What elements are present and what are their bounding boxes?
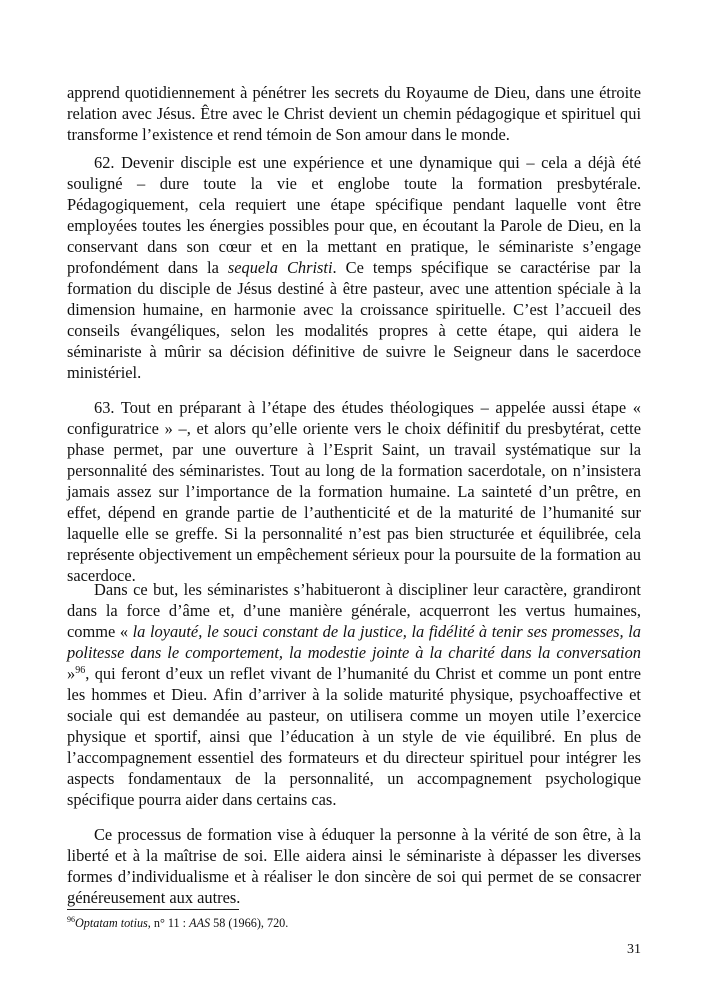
footnote [67,916,641,931]
page-number: 31 [627,942,641,957]
paragraph-63-text: 63. Tout en préparant à l’étape des études théologiques – appelée aussi étape « configuratrice » –, et alors qu’elle oriente vers le choix définitif du presbytérat, cette phase permet, par une ouverture à l’Esprit Saint, un travail systématique sur la personnalité des séminaristes. Tout au long de la formation sacerdotale, on n’insistera jamais assez sur l’importance de la formation humaine. La sainteté d’un prêtre, en effet, dépend en grande partie de l’authenticité et de la maturité de l’humanité sur laquelle elle se greffe. Si la personnalité n’est pas bien structurée et équilibrée, cela représente objectivement un empêchement sérieux pour la poursuite de la formation au sacerdoce. [67,398,641,585]
paragraph-63 [67,397,641,586]
paragraph-dans-ce-but-quotation: la loyauté, le souci constant de la justice, la fidélité à tenir ses promesses, la politesse dans le comportement, la modestie jointe à la charité dans la conversation [67,622,641,662]
footnote-middle-text: , n° 11 : [147,916,190,930]
footnote-end-text: 58 (1966), 720. [210,916,289,930]
paragraph-dans-ce-but [67,579,641,810]
footnote-source: AAS [189,916,211,930]
paragraph-continuation-text: apprend quotidiennement à pénétrer les secrets du Royaume de Dieu, dans une étroite relation avec Jésus. Être avec le Christ devient un chemin pédagogique et spirituel qui transforme l’existence et rend témoin de Son amour dans le monde. [67,83,641,144]
footnote-reference[interactable]: 96 [75,665,86,676]
paragraph-62-italic-term: sequela Christi [227,258,333,277]
footnote-number: 96 [67,915,75,924]
paragraph-continuation [67,82,641,145]
paragraph-dans-ce-but-text-after: , qui feront d’eux un reflet vivant de l’humanité du Christ et comme un pont entre les hommes et Dieu. Afin d’arriver à la solide maturité physique, psychoaffective et sociale qui est demandée au pasteur, on utilisera comme un moyen utile l’exercice physique et sportif, ainsi que l’éducation à un style de vie équilibré. En plus de l’accompagnement essentiel des formateurs et du directeur spirituel pour intégrer les aspects fondamentaux de la personnalité, un accompagnement psychologique spécifique pourra aider dans certains cas. [67,664,641,809]
paragraph-62-text-before: 62. Devenir disciple est une expérience et une dynamique qui – cela a déjà été souligné – dure toute la vie et englobe toute la formation presbytérale. Pédagogiquement, cela requiert une étape spécifique pendant laquelle vont être employées toutes les énergies possibles pour que, en écoutant la Parole de Dieu, en la conservant dans son cœur et en la mettant en pratique, le séminariste s’engage profondément dans la [67,153,641,277]
footnote-title: Optatam totius [75,916,148,930]
footnote-separator [67,909,239,910]
paragraph-62-text-after: . Ce temps spécifique se caractérise par la formation du disciple de Jésus destiné à être pasteur, avec une attention spéciale à la dimension humaine, en harmonie avec la croissance spirituelle. C’est l’accueil des conseils évangéliques, selon les modalités propres à cette étape, qui aidera le séminariste à mûrir sa décision définitive de suivre le Seigneur dans le sacerdoce ministériel. [67,258,641,382]
paragraph-dans-ce-but-text-before: Dans ce but, les séminaristes s’habitueront à discipliner leur caractère, grandiront dans la force d’âme et, d’une manière générale, acquerront les vertus humaines, comme « [67,580,641,641]
paragraph-62 [67,152,641,383]
paragraph-processus-text: Ce processus de formation vise à éduquer la personne à la vérité de son être, à la liberté et à la maîtrise de soi. Elle aidera ainsi le séminariste à dépasser les diverses formes d’individualisme et à réaliser le don sincère de soi qui permet de se consacrer généreusement aux autres. [67,825,641,907]
paragraph-processus [67,824,641,908]
paragraph-dans-ce-but-quote-close: » [67,664,76,683]
